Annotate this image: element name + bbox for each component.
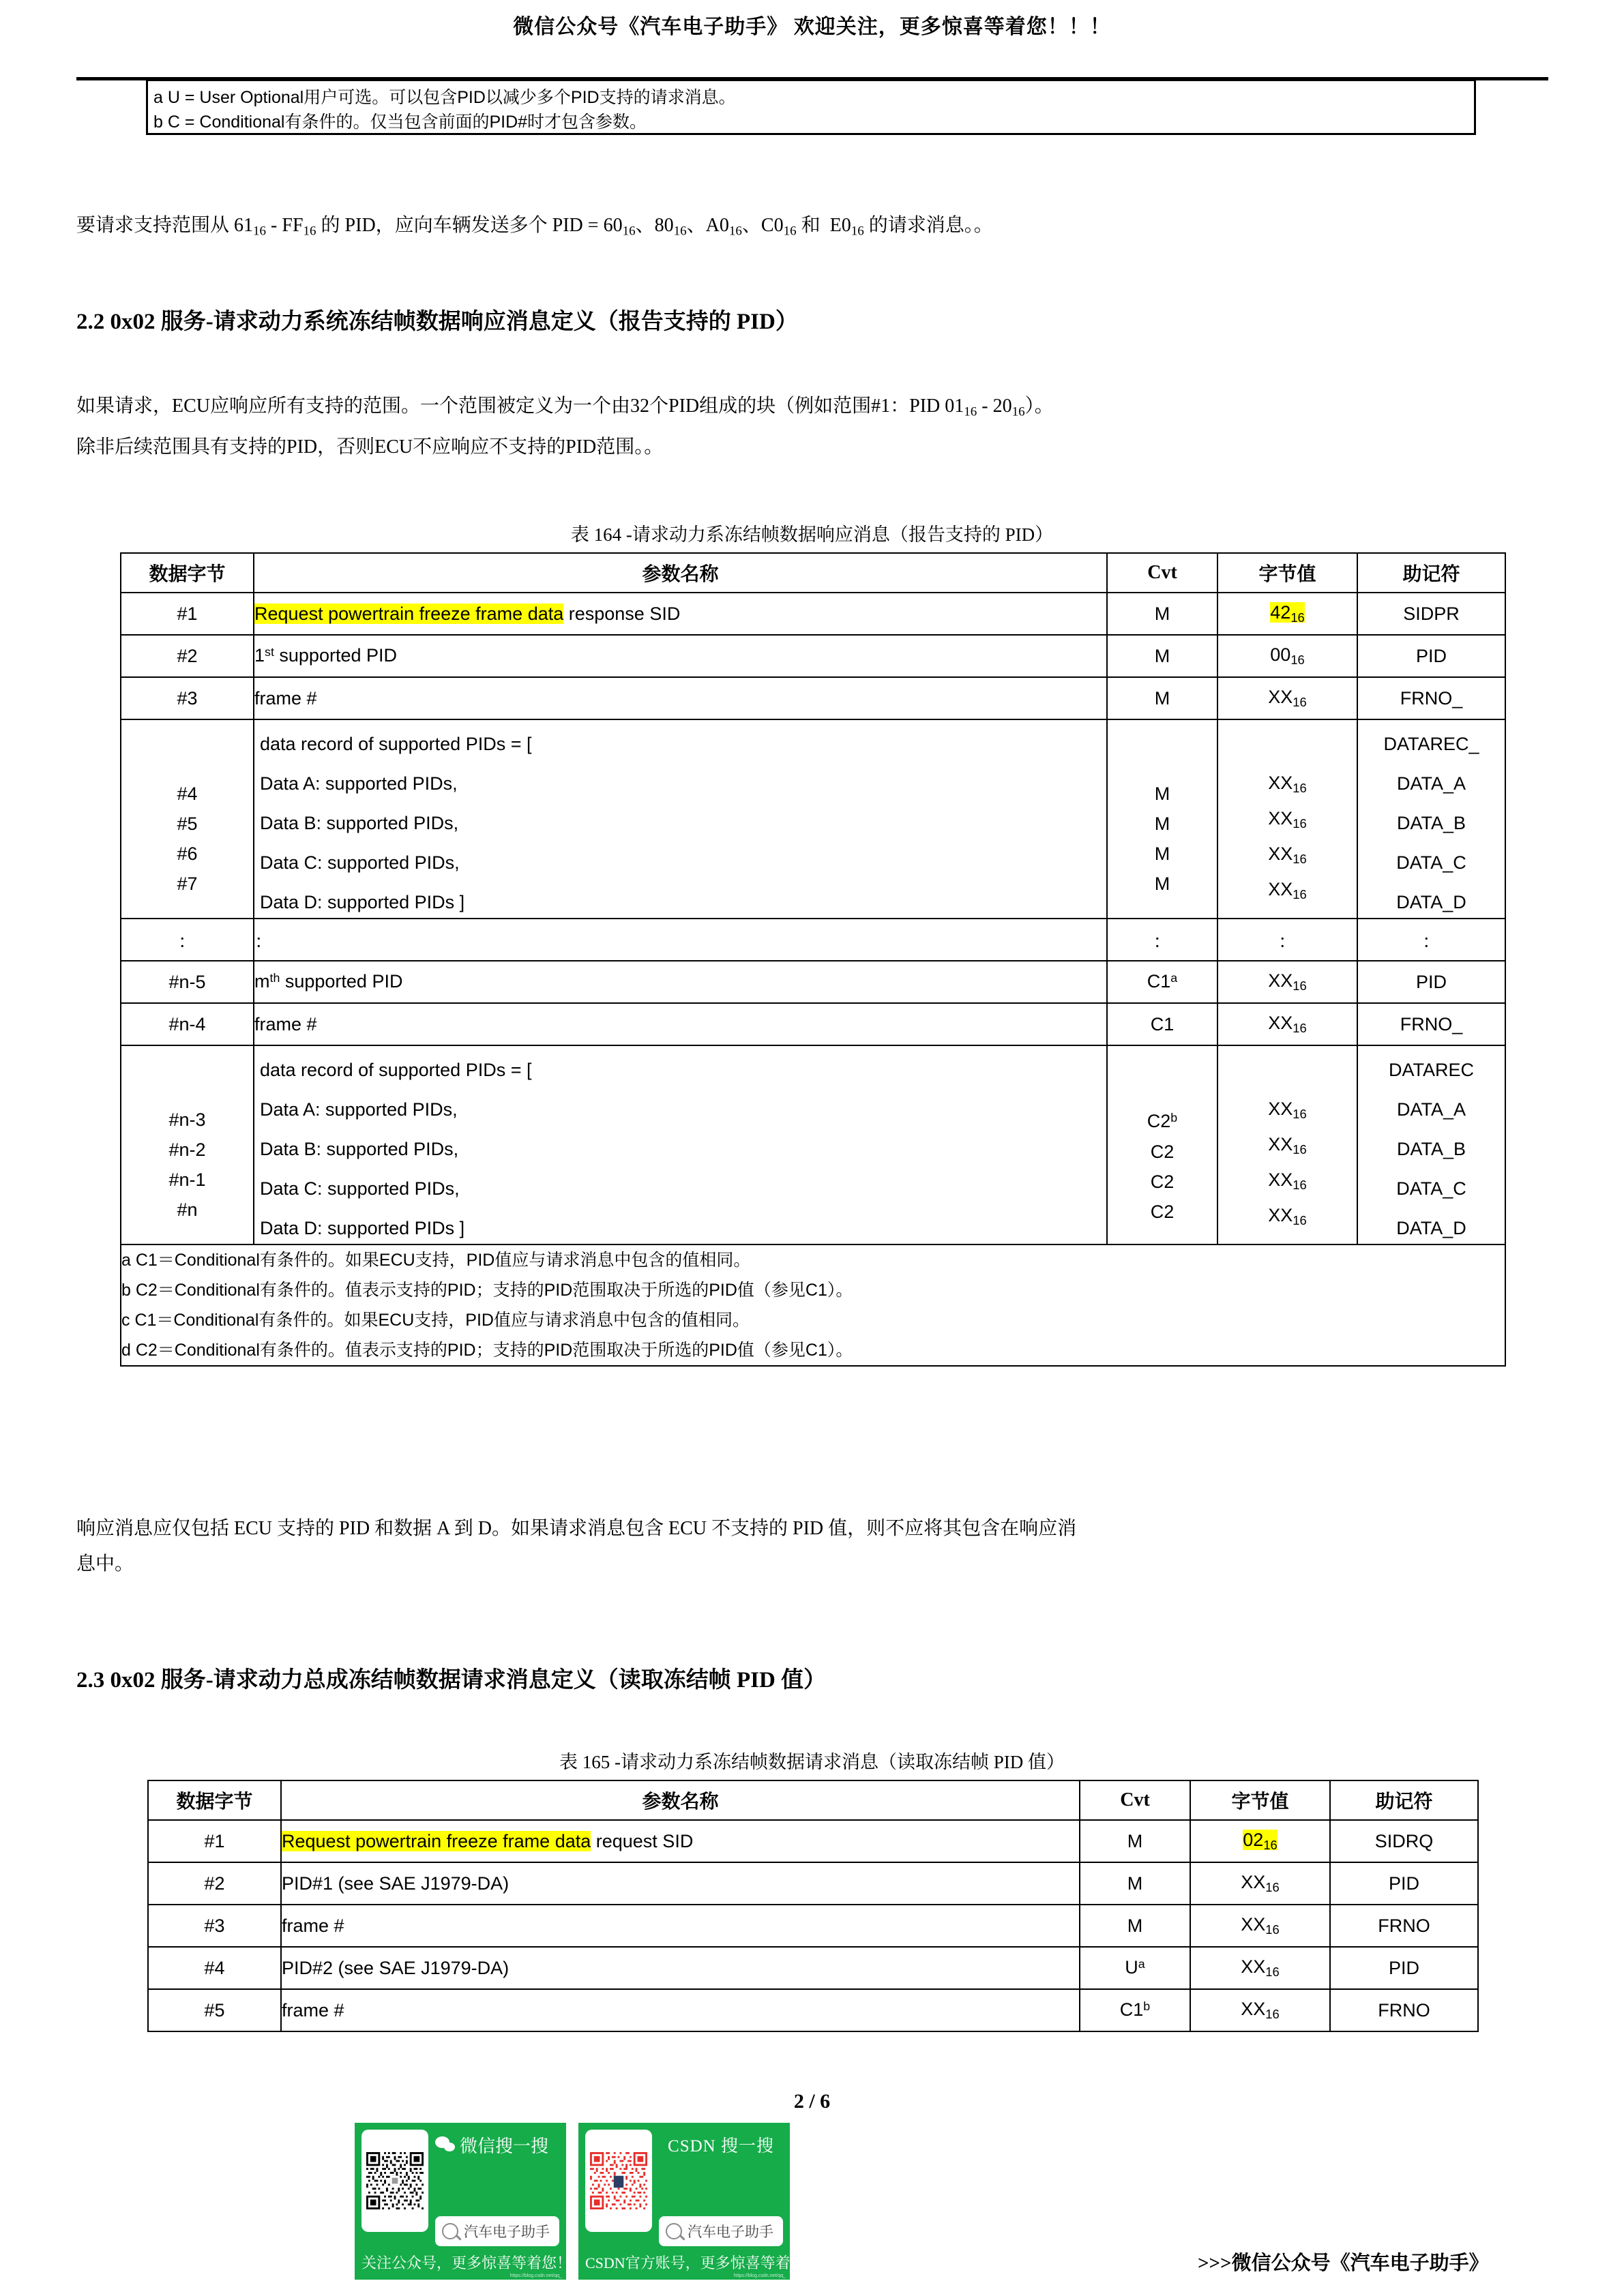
table-row [148, 1947, 1478, 1989]
byte-value-line: $XX_{16}$ [1268, 1169, 1307, 1193]
cell-byte-value: $XX_{16}$ [1190, 1905, 1330, 1947]
cell-byte-value: $XX_{16}$ [1190, 1947, 1330, 1989]
index-line: #5 [177, 814, 198, 834]
mnemonic-line: DATA_C [1396, 1178, 1466, 1199]
col-header-mnemonic: 助记符 [1330, 1780, 1478, 1820]
cell-cvt: M [1107, 593, 1217, 635]
cell-cvt: M [1080, 1905, 1190, 1947]
table-164 [120, 552, 1506, 1367]
section-2-2-paragraph: 如果请求，ECU应响应所有支持的范围。一个范围被定义为一个由32个PID组成的块（例如范围#1：PID $01_{16} - 20_{16}$）。 除非后续范围具有支持的PID，否则ECU不应响应不支持的PID范围。。 [76, 396, 1054, 458]
param-post: supported PID [274, 645, 397, 666]
table-row [148, 1820, 1478, 1862]
csdn-search-box[interactable] [659, 2216, 783, 2246]
cell-mnemonic: SIDRQ [1330, 1820, 1478, 1862]
cvt-line: C2 [1150, 1171, 1175, 1192]
csdn-qr-code[interactable] [585, 2130, 652, 2232]
cell-index: #3 [148, 1905, 281, 1947]
cell-byte-value: $XX_{16}$ [1217, 1003, 1357, 1045]
promo-csdn[interactable] [578, 2123, 821, 2280]
footnote-d: d C2＝Conditional有条件的。值表示支持的PID；支持的PID范围取决于所选的PID值（参见C1）。 [121, 1341, 853, 1360]
table-row [121, 961, 1505, 1003]
param-line: Data A: supported PIDs, [260, 773, 458, 794]
cell-byte-value: $XX_{16}$ [1190, 1862, 1330, 1905]
footnote-a: a C1＝Conditional有条件的。如果ECU支持，PID值应与请求消息中包含的值相同。 [121, 1251, 751, 1270]
cvt-line: M [1154, 844, 1170, 864]
col-header-param-name: 参数名称 [254, 553, 1107, 593]
wechat-brand-label: 微信搜一搜 [460, 2136, 549, 2156]
cell-mnemonic: PID [1330, 1862, 1478, 1905]
param-line: data record of supported PIDs = [ [260, 734, 532, 754]
after-table-line2: 息中。 [76, 1553, 134, 1575]
cell-byte-value [1217, 635, 1357, 677]
table-165-header-row [148, 1780, 1478, 1820]
cvt-line: C2 [1150, 1201, 1175, 1222]
csdn-brand-label: CSDN 搜一搜 [668, 2137, 774, 2156]
wechat-brand [435, 2132, 559, 2158]
table-row-ellipsis [121, 919, 1505, 961]
cell-param-group [254, 719, 1107, 919]
byte-value-line: $XX_{16}$ [1268, 1133, 1307, 1157]
wechat-watermark: https://blog.csdn.net/qq_ [510, 2273, 562, 2278]
cell-cvt: ： [1107, 919, 1217, 961]
cell-cvt: M [1080, 1862, 1190, 1905]
cvt-line: C2 [1150, 1141, 1175, 1162]
section-heading-2-2: 2.2 0x02 服务-请求动力系统冻结帧数据响应消息定义（报告支持的 PID） [76, 310, 798, 334]
footnote-b: b C2＝Conditional有条件的。值表示支持的PID；支持的PID范围取决于所选的PID值（参见C1）。 [121, 1281, 853, 1300]
index-line: #n [177, 1199, 198, 1220]
param-line: Data B: supported PIDs, [260, 813, 459, 833]
promo-banners [355, 2123, 821, 2280]
cell-index: #2 [121, 635, 254, 677]
cell-mnemonic: FRNO [1330, 1905, 1478, 1947]
byte-value-sub: 16 [1293, 695, 1307, 710]
cell-param: frame # [281, 1989, 1080, 2031]
byte-value-sub: 16 [1290, 653, 1305, 668]
cell-index: #2 [148, 1862, 281, 1905]
cell-cvt-group [1107, 1045, 1217, 1244]
col-header-byte-value: 字节值 [1190, 1780, 1330, 1820]
mnemonic-line: DATA_D [1396, 1218, 1466, 1238]
byte-value-sub: 16 [1290, 610, 1305, 625]
table-row [148, 1989, 1478, 2031]
col-header-byte-value: 字节值 [1217, 553, 1357, 593]
cell-byte-value: ： [1217, 919, 1357, 961]
cell-param-group [254, 1045, 1107, 1244]
table-row [148, 1862, 1478, 1905]
after-table-paragraph [76, 1511, 1548, 1582]
highlighted-phrase: Request powertrain freeze frame data [282, 1830, 591, 1851]
param-line: Data A: supported PIDs, [260, 1099, 458, 1120]
table-165-caption: 表 165 -请求动力系冻结帧数据请求消息（读取冻结帧 PID 值） [559, 1752, 1065, 1772]
cell-index: #4 [148, 1947, 281, 1989]
mnemonic-line: DATA_B [1396, 813, 1466, 833]
mnemonic-line: DATAREC_ [1383, 734, 1479, 754]
table-row [121, 635, 1505, 677]
byte-value-text: XX [1268, 686, 1293, 707]
cell-mnemonic: PID [1330, 1947, 1478, 1989]
intro-paragraph: 要请求支持范围从 $61_{16} - FF_{16}$ 的 PID，应向车辆发送多个 PID = $60_{16}$、$80_{16}$、$A0_{16}$、$C0_{16}$ 和 $E0_{16}$ 的请求消息。。 [76, 215, 993, 239]
cell-param: Request powertrain freeze frame data request SID [281, 1820, 1080, 1862]
col-header-data-byte: 数据字节 [121, 553, 254, 593]
table-row [148, 1905, 1478, 1947]
table-165 [147, 1780, 1479, 2032]
mnemonic-line: DATA_A [1396, 773, 1466, 794]
param-line: Data C: supported PIDs, [260, 1178, 460, 1199]
cell-index-group [121, 1045, 254, 1244]
mnemonic-line: DATA_D [1396, 892, 1466, 912]
cell-param: frame # [254, 677, 1107, 719]
byte-value-line: $XX_{16}$ [1268, 844, 1307, 867]
cell-index: #3 [121, 677, 254, 719]
table-row [121, 593, 1505, 635]
after-table-line1: 响应消息应仅包括 ECU 支持的 PID 和数据 A 到 D。如果请求消息包含 ECU 不支持的 PID 值，则不应将其包含在响应消 [76, 1518, 1077, 1539]
param-line: data record of supported PIDs = [ [260, 1060, 532, 1080]
table-164-header-row [121, 553, 1505, 593]
cell-byte-value: $02_{16}$ [1190, 1820, 1330, 1862]
table-row-group [121, 1045, 1505, 1244]
cell-param: $m^{th}$ supported PID [254, 961, 1107, 1003]
cell-param: frame # [281, 1905, 1080, 1947]
cell-mnemonic-group [1357, 1045, 1505, 1244]
mnemonic-line: DATA_B [1396, 1139, 1466, 1159]
wechat-caption: 关注公众号，更多惊喜等着您！ [361, 2254, 572, 2271]
index-line: #n-2 [168, 1139, 206, 1160]
cell-cvt: C1$^a$ [1107, 961, 1217, 1003]
cell-byte-value [1217, 593, 1357, 635]
note-line-b: b C = Conditional有条件的。仅当包含前面的PID#时才包含参数。 [153, 113, 647, 132]
mnemonic-line: DATAREC [1388, 1060, 1474, 1080]
byte-value-text: 00 [1270, 644, 1291, 665]
cell-index: #1 [148, 1820, 281, 1862]
col-header-mnemonic: 助记符 [1357, 553, 1505, 593]
byte-value-line: $XX_{16}$ [1268, 772, 1307, 795]
top-notes-box [146, 79, 1476, 135]
page-number: 2 / 6 [793, 2090, 831, 2113]
wechat-icon [435, 2136, 456, 2154]
wechat-qr-code[interactable] [361, 2130, 428, 2232]
byte-value-text: 42 [1270, 601, 1291, 623]
cell-param [254, 593, 1107, 635]
footer-tagline: >>>微信公众号《汽车电子助手》 [1198, 2252, 1489, 2274]
param-sup: st [265, 645, 274, 659]
table-164-caption: 表 164 -请求动力系冻结帧数据响应消息（报告支持的 PID） [570, 524, 1054, 545]
cell-cvt: C1$^b$ [1080, 1989, 1190, 2031]
col-header-param-name: 参数名称 [281, 1780, 1080, 1820]
wechat-search-box[interactable] [435, 2216, 559, 2246]
index-line: #6 [177, 844, 198, 864]
index-line: #4 [177, 784, 198, 804]
csdn-caption: CSDN官方账号，更多惊喜等着您！ [585, 2254, 821, 2271]
cell-param: PID#2 (see SAE J1979-DA) [281, 1947, 1080, 1989]
table-164-footnotes-row [121, 1244, 1505, 1366]
cell-mnemonic: FRNO [1330, 1989, 1478, 2031]
cvt-line: M [1154, 874, 1170, 894]
cell-byte-value [1217, 677, 1357, 719]
cell-cvt: M [1107, 677, 1217, 719]
cell-mnemonic: FRNO_ [1357, 1003, 1505, 1045]
cell-cvt: M [1107, 635, 1217, 677]
byte-value-line: $XX_{16}$ [1268, 1098, 1307, 1121]
col-header-data-byte: 数据字节 [148, 1780, 281, 1820]
note-line-a: a U = User Optional用户可选。可以包含PID以减少多个PID支持的请求消息。 [153, 88, 736, 107]
search-icon [666, 2223, 682, 2239]
cell-index: #5 [148, 1989, 281, 2031]
cell-cvt: C1 [1107, 1003, 1217, 1045]
cell-index: #1 [121, 593, 254, 635]
param-line: Data D: supported PIDs ] [260, 1218, 465, 1238]
table-row [121, 1003, 1505, 1045]
cvt-line: C2$^b$ [1147, 1111, 1178, 1132]
search-icon [442, 2223, 458, 2239]
table-row [121, 677, 1505, 719]
mnemonic-line: DATA_A [1396, 1099, 1466, 1120]
cvt-line: M [1154, 814, 1170, 834]
cell-param: frame # [254, 1003, 1107, 1045]
cell-byte-value-group [1217, 719, 1357, 919]
cell-cvt: M [1080, 1820, 1190, 1862]
cell-index-group [121, 719, 254, 919]
cell-mnemonic: PID [1357, 961, 1505, 1003]
cell-byte-value: $XX_{16}$ [1217, 961, 1357, 1003]
param-pre: 1 [254, 645, 265, 666]
footnote-c: c C1＝Conditional有条件的。如果ECU支持，PID值应与请求消息中包含的值相同。 [121, 1311, 750, 1330]
csdn-watermark: https://blog.csdn.net/qq_ [733, 2273, 786, 2278]
param-line: Data B: supported PIDs, [260, 1139, 459, 1159]
cell-cvt: $U^a$ [1080, 1947, 1190, 1989]
col-header-cvt: Cvt [1107, 553, 1217, 593]
qr-code-icon [590, 2152, 647, 2209]
highlighted-phrase: Request powertrain freeze frame data [254, 603, 564, 624]
table-164-footnotes [121, 1244, 1505, 1366]
cell-param: PID#1 (see SAE J1979-DA) [281, 1862, 1080, 1905]
cell-mnemonic: FRNO_ [1357, 677, 1505, 719]
param-line: Data C: supported PIDs, [260, 852, 460, 873]
section-heading-2-3: 2.3 0x02 服务-请求动力总成冻结帧数据请求消息定义（读取冻结帧 PID 值） [76, 1668, 827, 1693]
cell-param [254, 635, 1107, 677]
index-line: #7 [177, 874, 198, 894]
cell-cvt-group [1107, 719, 1217, 919]
byte-value-line: $XX_{16}$ [1268, 1205, 1307, 1228]
index-line: #n-1 [168, 1169, 206, 1190]
cvt-line: M [1154, 784, 1170, 804]
cell-mnemonic: ： [1357, 919, 1505, 961]
cell-param: ： [254, 919, 1107, 961]
table-row-group [121, 719, 1505, 919]
cell-mnemonic: PID [1357, 635, 1505, 677]
param-rest: response SID [563, 603, 681, 624]
running-header: 微信公众号《汽车电子助手》 欢迎关注，更多惊喜等着您！！！ [513, 16, 1111, 38]
index-line: #n-3 [168, 1109, 206, 1130]
cell-mnemonic-group [1357, 719, 1505, 919]
cell-index: #n-4 [121, 1003, 254, 1045]
cell-byte-value-group [1217, 1045, 1357, 1244]
byte-value-line: $XX_{16}$ [1268, 807, 1307, 831]
cell-index: #n-5 [121, 961, 254, 1003]
cell-mnemonic: SIDPR [1357, 593, 1505, 635]
promo-wechat[interactable] [355, 2123, 572, 2280]
param-line: Data D: supported PIDs ] [260, 892, 465, 912]
csdn-brand [659, 2132, 783, 2157]
qr-code-icon [366, 2152, 424, 2209]
byte-value-line: $XX_{16}$ [1268, 879, 1307, 902]
csdn-search-text: 汽车电子助手 [688, 2224, 773, 2240]
mnemonic-line: DATA_C [1396, 852, 1466, 873]
wechat-search-text: 汽车电子助手 [464, 2224, 550, 2240]
col-header-cvt: Cvt [1080, 1780, 1190, 1820]
cell-byte-value: $XX_{16}$ [1190, 1989, 1330, 2031]
cell-index: ： [121, 919, 254, 961]
